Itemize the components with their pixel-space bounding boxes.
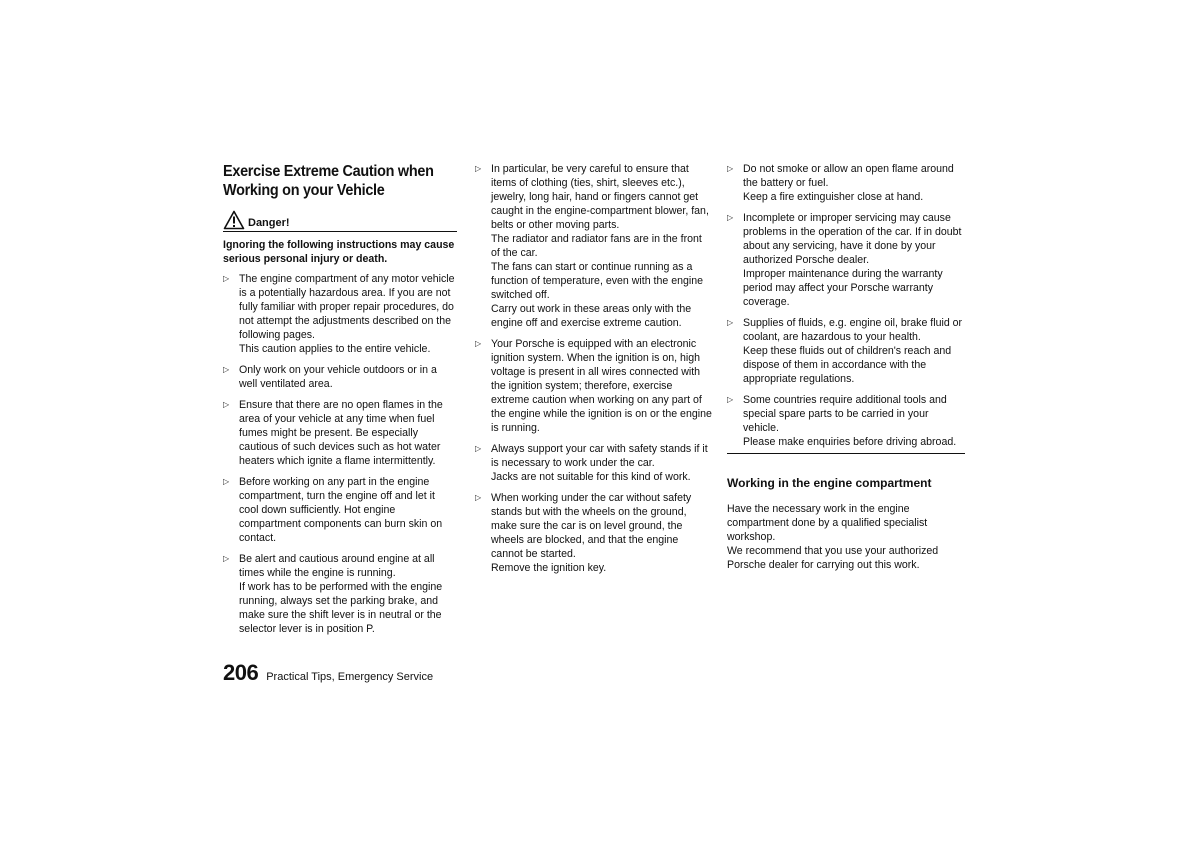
bullet-icon: ▷ [727,395,734,404]
list-item-text: Keep a fire extinguisher close at hand. [743,191,924,203]
bullet-icon: ▷ [727,318,734,327]
engine-section-body [727,502,965,572]
bullet-icon: ▷ [223,554,230,563]
column-3 [727,162,965,572]
list-item [727,162,965,204]
page-footer [223,659,433,687]
list-item-text: Improper maintenance during the warranty period may affect your Porsche warranty coverage. [743,268,943,308]
bullet-icon: ▷ [475,339,482,348]
list-item-text: Incomplete or improper servicing may cause problems in the operation of the car. If in doubt about any servicing, have it done by your authorized Porsche dealer. [743,212,962,266]
list-item-text: When working under the car without safety stands but with the wheels on the ground, make sure the car is on level ground, the wheels are blocked, and that the engine cannot be started. [491,492,692,560]
list-item-text: Ensure that there are no open flames in the area of your vehicle at any time when fuel fumes might be present. Be especially cautious of such devices such as hot water heaters which ignite a flame intermittently. [239,399,443,467]
list-item-text: Only work on your vehicle outdoors or in a well ventilated area. [239,364,437,390]
list-item [475,162,713,330]
page-number: 206 [223,660,259,685]
list-item [223,398,457,468]
bullet-icon: ▷ [727,213,734,222]
list-item-text: Your Porsche is equipped with an electronic ignition system. When the ignition is on, high voltage is present in all wires connected with the ignition system; therefore, exercise extreme caution when working on any part of the engine while the ignition is on or the engine is running. [491,338,712,434]
list-item-text: Carry out work in these areas only with the engine off and exercise extreme caution. [491,303,692,329]
bullet-icon: ▷ [223,400,230,409]
safety-list-2 [475,162,713,575]
list-item [727,316,965,386]
footer-section-title: Practical Tips, Emergency Service [266,671,434,683]
list-item [727,211,965,309]
list-item [223,475,457,545]
list-item-text: Be alert and cautious around engine at all times while the engine is running. [239,553,435,579]
list-item-text: Please make enquiries before driving abroad. [743,436,957,448]
list-item-text: In particular, be very careful to ensure that items of clothing (ties, shirt, sleeves etc.), jewelry, long hair, hand or fingers cannot get caught in the engine-compartment blower, fan, belts or other moving parts. [491,163,709,231]
bullet-icon: ▷ [475,444,482,453]
list-item-text: Remove the ignition key. [491,562,607,574]
danger-warning-text: Ignoring the following instructions may cause serious personal injury or death. [223,239,455,265]
list-item [475,491,713,575]
bullet-icon: ▷ [727,164,734,173]
bullet-icon: ▷ [223,477,230,486]
list-item-text: The fans can start or continue running as a function of temperature, even with the engine switched off. [491,261,704,301]
page-heading: Exercise Extreme Caution when Working on your Vehicle [223,163,434,199]
section-divider [727,453,965,454]
list-item [223,272,457,356]
safety-list-1 [223,272,457,636]
safety-list-3 [727,162,965,449]
list-item-text: Supplies of fluids, e.g. engine oil, brake fluid or coolant, are hazardous to your health. [743,317,963,343]
column-2 [475,162,713,582]
list-item-text: Always support your car with safety stands if it is necessary to work under the car. [491,443,708,469]
engine-section-title: Working in the engine compartment [727,476,932,490]
bullet-icon: ▷ [223,274,230,283]
list-item-text: Jacks are not suitable for this kind of work. [491,471,691,483]
list-item [727,393,965,449]
bullet-icon: ▷ [475,164,482,173]
list-item-text: If work has to be performed with the engine running, always set the parking brake, and make sure the shift lever is in neutral or the selector lever is in position P. [239,581,443,635]
danger-header [223,209,457,232]
list-item [223,363,457,391]
list-item [475,442,713,484]
bullet-icon: ▷ [475,493,482,502]
engine-section-paragraph: We recommend that you use your authorized Porsche dealer for carrying out this work. [727,545,939,571]
list-item-text: Do not smoke or allow an open flame around the battery or fuel. [743,163,954,189]
list-item [475,337,713,435]
column-1 [223,162,457,643]
list-item-text: This caution applies to the entire vehicle. [239,343,431,355]
list-item [223,552,457,636]
engine-section-paragraph: Have the necessary work in the engine compartment done by a qualified specialist workshop. [727,503,928,543]
warning-triangle-icon [223,210,245,230]
danger-label: Danger! [248,217,290,229]
bullet-icon: ▷ [223,365,230,374]
list-item-text: The engine compartment of any motor vehicle is a potentially hazardous area. If you are not fully familiar with proper repair procedures, do not attempt the adjustments described on the following pages. [239,273,455,341]
list-item-text: Some countries require additional tools and special spare parts to be carried in your vehicle. [743,394,947,434]
list-item-text: Before working on any part in the engine compartment, turn the engine off and let it cool down sufficiently. Hot engine compartment components can burn skin on contact. [239,476,443,544]
list-item-text: Keep these fluids out of children's reach and dispose of them in accordance with the appropriate regulations. [743,345,952,385]
list-item-text: The radiator and radiator fans are in the front of the car. [491,233,702,259]
